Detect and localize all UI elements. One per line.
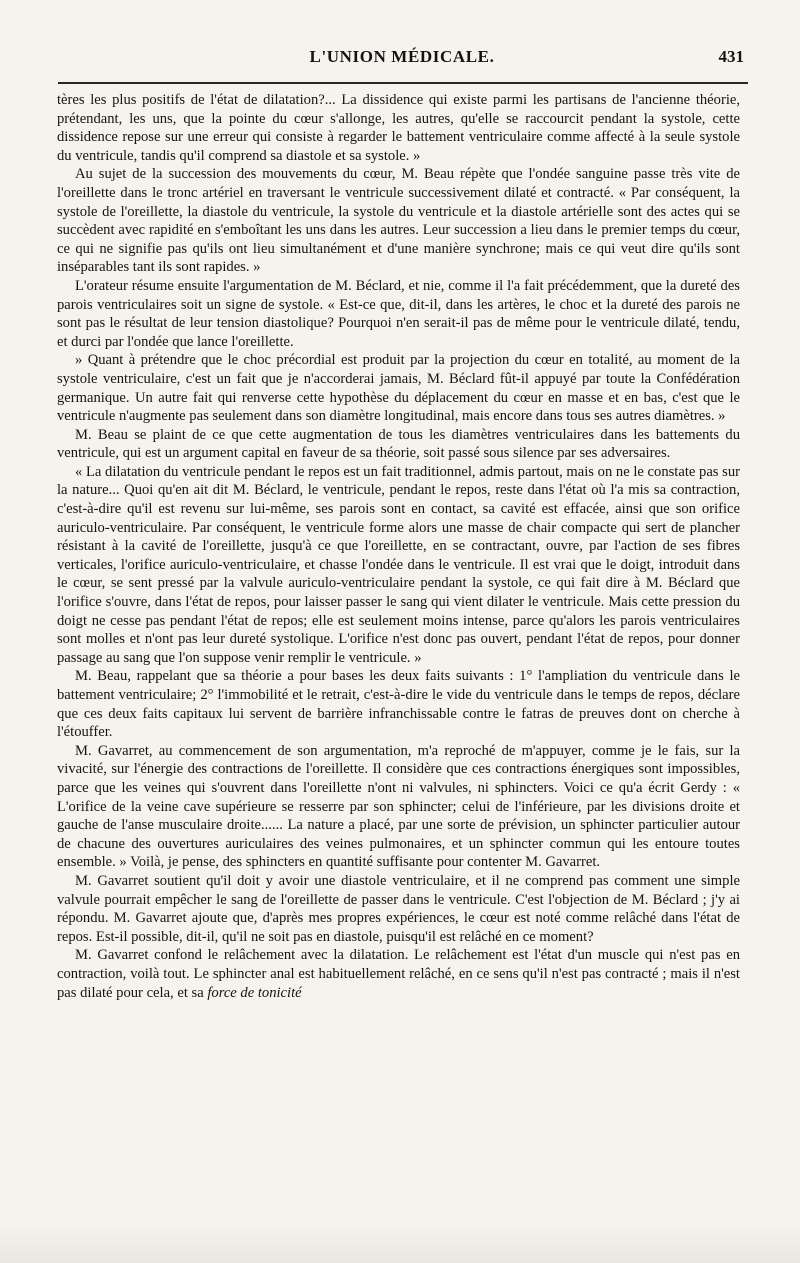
paragraph-10-italic: force de tonicité	[207, 984, 302, 1001]
page-number: 431	[718, 47, 744, 66]
paragraph-3: L'orateur résume ensuite l'argumentation de M. Béclard, et nie, comme il l'a fait précédemment, que la dureté des parois ventriculaires soit un signe de systole. « Est-ce que, dit-il, dans les artères, le choc et la dureté des parois ne sont pas le résultat de leur tension diastolique? Pourquoi n'en serait-il pas de même pour le ventricule dilaté, tendu, et durci par l'ondée que lance l'oreillette.	[57, 277, 740, 350]
paragraph-8: M. Gavarret, au commencement de son argumentation, m'a reproché de m'appuyer, comme je le fais, sur la vivacité, sur l'énergie des contractions de l'oreillette. Il considère que ces contractions énergiques sont impossibles, parce que les veines qui s'ouvrent dans l'oreillette n'ont ni valvules, ni sphincters. Voici ce qu'a écrit Gerdy : « L'orifice de la veine cave supérieure se resserre par son sphincter; celui de l'inférieure, par les divisions droite et gauche de l'anse musculaire droite...... La nature a placé, par une sorte de prévision, un sphincter particulier autour de chacune des ouvertures auriculaires des veines pulmonaires, et un sphincter commun qui les entoure toutes ensemble. » Voilà, je pense, des sphincters en quantité suffisante pour contenter M. Gavarret.	[57, 742, 740, 871]
paragraph-10-text: M. Gavarret confond le relâchement avec la dilatation. Le relâchement est l'état d'un muscle qui n'est pas en contraction, voilà tout. Le sphincter anal est habituellement relâché, en ce sens qu'il n'est pas contracté ; mais il n'est pas dilaté pour cela, et sa	[57, 947, 740, 1001]
paragraph-6: « La dilatation du ventricule pendant le repos est un fait traditionnel, admis partout, mais on ne le constate pas sur la nature... Quoi qu'en ait dit M. Béclard, le ventricule, pendant le repos, reste dans l'état où l'a mis sa contraction, c'est-à-dire qu'il est revenu sur lui-même, ses parois sont en contact, sa cavité est effacée, ainsi que son orifice auriculo-ventriculaire. Par conséquent, le ventricule forme alors une masse de chair compacte qui sert de plancher résistant à la cavité de l'oreillette, jusqu'à ce que l'oreillette, en se contractant, ouvre, par l'action de ses fibres verticales, l'orifice auriculo-ventriculaire, et chasse l'ondée dans le ventricule. Il est vrai que le doigt, introduit dans le cœur, se sent pressé par la valvule auriculo-ventriculaire pendant la systole, ce qui fait dire à M. Béclard que l'orifice s'ouvre, dans l'état de repos, pour laisser passer le sang qui vient dilater le ventricule. Mais cette pression du doigt ne cesse pas pendant l'état de repos; elle est seulement moins intense, parce qu'alors les parois ventriculaires sont molles et n'ont pas leur dureté systolique. L'orifice n'est donc pas ouvert, pendant l'état de repos, pour donner passage au sang que l'on suppose venir remplir le ventricule. »	[57, 463, 740, 666]
article-body	[57, 91, 740, 1002]
journal-title: L'UNION MÉDICALE.	[309, 47, 495, 66]
paragraph-1: tères les plus positifs de l'état de dilatation?... La dissidence qui existe parmi les partisans de l'ancienne théorie, prétendant, les uns, que la pointe du cœur s'allonge, les autres, qu'elle se raccourcit pendant la systole, cette dissidence repose sur une erreur qui consiste à regarder le battement ventriculaire comme affecté à la seule systole du ventricule, tandis qu'il comprend sa diastole et sa systole. »	[57, 92, 740, 164]
running-header	[58, 47, 746, 75]
paragraph-9: M. Gavarret soutient qu'il doit y avoir une diastole ventriculaire, et il ne comprend pas comment une simple valvule pourrait empêcher le sang de l'oreillette de passer dans le ventricule. C'est l'objection de M. Béclard ; j'y ai répondu. M. Gavarret ajoute que, d'après mes propres expériences, le cœur est noté comme relâché dans l'état de repos. Est-il possible, dit-il, qu'il ne soit pas en diastole, puisqu'il est relâché en ce moment?	[57, 872, 740, 945]
paragraph-4: » Quant à prétendre que le choc précordial est produit par la projection du cœur en totalité, au moment de la systole ventriculaire, c'est un fait que je n'accorderai jamais, M. Béclard fût-il appuyé par toute la Confédération germanique. Un autre fait qui renverse cette hypothèse du déplacement du cœur en masse et en bas, c'est que le ventricule n'augmente pas seulement dans son diamètre longitudinal, mais encore dans tous ses autres diamètres. »	[57, 352, 740, 425]
paragraph-10	[57, 946, 740, 1002]
header-rule	[58, 82, 748, 84]
paragraph-2: Au sujet de la succession des mouvements du cœur, M. Beau répète que l'ondée sanguine passe très vite de l'oreillette dans le tronc artériel en traversant le ventricule successivement dilaté et contracté. « Par conséquent, la systole de l'oreillette, la diastole du ventricule, la systole du ventricule et la diastole artérielle sont des actes qui se succèdent avec rapidité en s'emboîtant les uns dans les autres. Leur succession a lieu dans le premier temps du cœur, ce qui ne signifie pas qu'ils ont lieu simultanément et d'une manière synchrone; mais ce qui veut dire qu'ils sont inséparables tant ils sont rapides. »	[57, 166, 740, 276]
page-bottom-shadow	[0, 1223, 800, 1263]
paragraph-5: M. Beau se plaint de ce que cette augmentation de tous les diamètres ventriculaires dans les battements du ventricule, qui est un argument capital en faveur de sa théorie, soit passé sous silence par ses adversaires.	[57, 426, 740, 462]
paragraph-7: M. Beau, rappelant que sa théorie a pour bases les deux faits suivants : 1° l'ampliation du ventricule dans le battement ventriculaire; 2° l'immobilité et le retrait, c'est-à-dire le vide du ventricule dans le temps de repos, déclare que ces deux faits capitaux lui servent de barrière infranchissable contre le fatras de preuves dont on cherche à l'étouffer.	[57, 668, 740, 741]
